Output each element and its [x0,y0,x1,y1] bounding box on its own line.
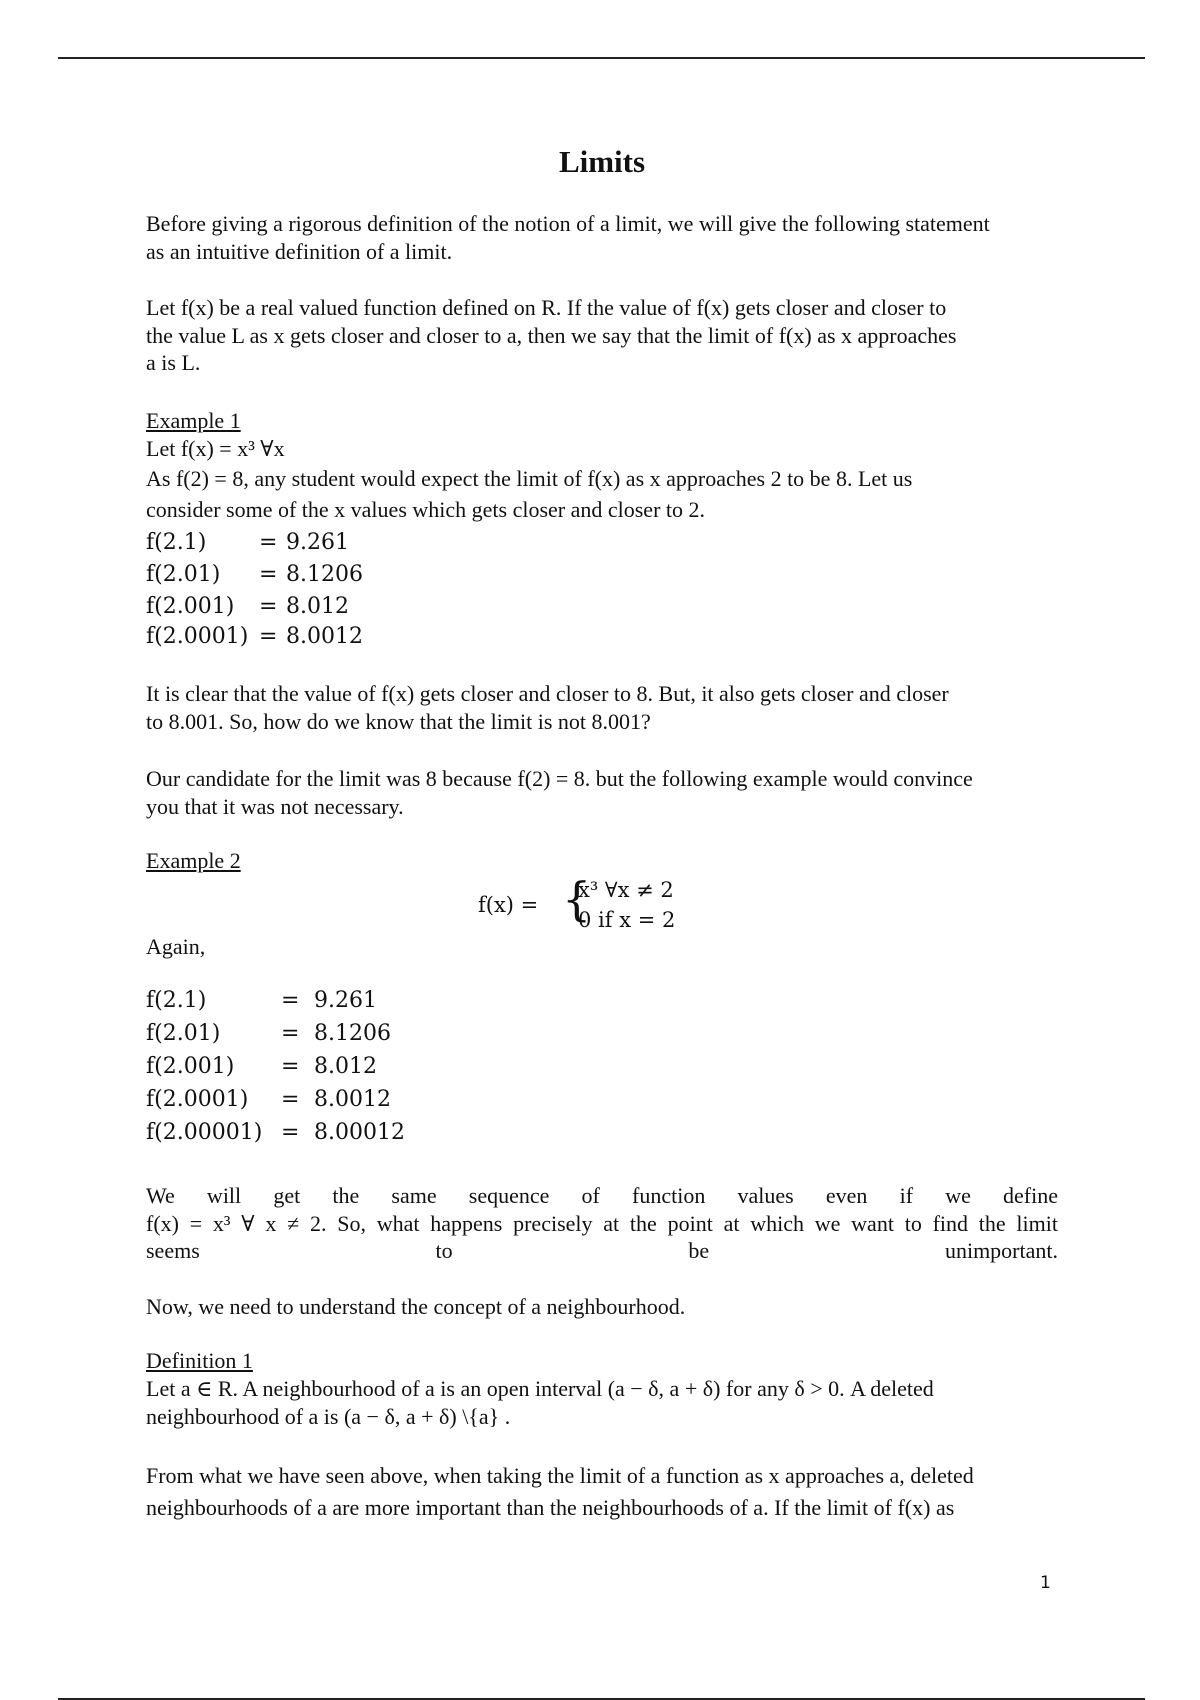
intro-line-1: Before giving a rigorous definition of the notion of a limit, we will give the following statement [146,211,990,236]
row-eq: = [259,594,278,619]
row-lhs: f(2.001) [146,1054,235,1079]
same-sequence-paragraph [146,1182,1058,1265]
intuitive-line-2: the value L as x gets closer and closer to a, then we say that the limit of f(x) as x approaches [146,322,957,348]
example-1-text [146,435,1058,524]
row-lhs: f(2.01) [146,1021,221,1046]
definition-line-2: neighbourhood of a is (a − δ, a + δ) \{a} . [146,1403,511,1429]
row-lhs: f(2.0001) [146,1087,249,1112]
neighbourhood-intro: Now, we need to understand the concept of a neighbourhood. [146,1294,686,1319]
row-rhs: 8.00012 [314,1120,405,1145]
row-rhs: 8.0012 [286,624,363,649]
page-title: Limits [558,144,646,179]
example-1-text-line-2: consider some of the x values which gets closer and closer to 2. [146,497,706,522]
row-rhs: 8.012 [314,1054,377,1079]
candidate-paragraph [146,765,1058,820]
row-rhs: 8.0012 [314,1087,391,1112]
final-line-2: neighbourhoods of a are more important than the neighbourhoods of a. If the limit of f(x) as [146,1494,955,1520]
row-rhs: 8.012 [286,594,349,619]
definition-line-1: Let a ∈ R. A neighbourhood of a is an open interval (a − δ, a + δ) for any δ > 0. A deleted [146,1376,934,1401]
piecewise-fx: f(x) = [478,893,539,917]
candidate-line-1: Our candidate for the limit was 8 because f(2) = 8. but the following example would convince [146,766,973,791]
row-eq: = [259,530,278,555]
row-lhs: f(2.1) [146,988,207,1013]
top-rule [58,57,1145,59]
row-eq: = [281,1021,300,1046]
row-lhs: f(2.00001) [146,1120,263,1145]
row-rhs: 9.261 [314,988,377,1013]
definition-1-heading: Definition 1 [146,1348,253,1373]
clear-line-2: to 8.001. So, how do we know that the limit is not 8.001? [146,708,651,734]
row-eq: = [259,624,278,649]
same-line-3: seems to be unimportant. [146,1238,1058,1263]
clear-line-1: It is clear that the value of f(x) gets closer and closer to 8. But, it also gets closer and closer [146,681,949,706]
row-eq: = [281,1054,300,1079]
example-1-let-line: Let f(x) = x³ ∀x [146,436,285,461]
again-text: Again, [146,934,206,959]
example-1-text-line-1: As f(2) = 8, any student would expect the limit of f(x) as x approaches 2 to be 8. Let us [146,465,913,491]
row-lhs: f(2.1) [146,530,207,555]
row-eq: = [259,562,278,587]
intuitive-line-3: a is L. [146,350,201,375]
intro-line-2: as an intuitive definition of a limit. [146,238,453,264]
row-lhs: f(2.01) [146,562,221,587]
piecewise-definition [478,872,738,938]
same-line-2: f(x) = x³ ∀ x ≠ 2. So, what happens precisely at the point at which we want to find the limit [146,1210,1058,1236]
row-eq: = [281,988,300,1013]
candidate-line-2: you that it was not necessary. [146,793,404,819]
example-2-heading: Example 2 [146,848,241,873]
same-line-1: We will get the same sequence of function values even if we define [146,1183,1058,1208]
example-1-heading: Example 1 [146,408,241,433]
intro-paragraph [146,210,1058,265]
intuitive-definition-paragraph [146,294,1058,377]
piecewise-brace: { [562,872,592,926]
row-lhs: f(2.0001) [146,624,249,649]
intuitive-line-1: Let f(x) be a real valued function defined on R. If the value of f(x) gets closer and closer to [146,295,947,320]
row-rhs: 8.1206 [314,1021,391,1046]
row-eq: = [281,1087,300,1112]
definition-1-text [146,1375,1058,1430]
clear-paragraph [146,680,1058,735]
final-line-1: From what we have seen above, when taking the limit of a function as x approaches a, deleted [146,1463,974,1488]
page-number: 1 [1040,1573,1051,1593]
final-paragraph [146,1462,1058,1521]
row-lhs: f(2.001) [146,594,235,619]
row-eq: = [281,1120,300,1145]
piecewise-case-1: x³ ∀x ≠ 2 [578,878,674,902]
row-rhs: 9.261 [286,530,349,555]
row-rhs: 8.1206 [286,562,363,587]
piecewise-case-2: 0 if x = 2 [578,908,676,932]
